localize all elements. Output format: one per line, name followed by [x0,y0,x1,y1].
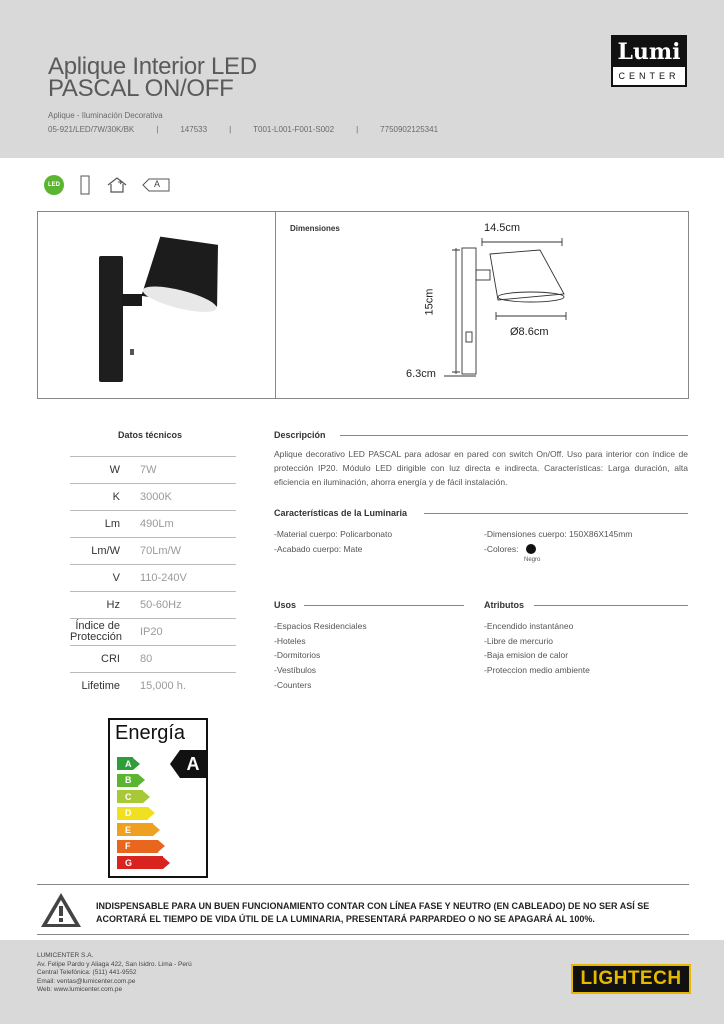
usos-list [274,619,367,693]
usos-title: Usos [274,600,297,610]
lightech-logo: LIGHTECH [571,964,691,994]
energy-rating-arrow [170,750,206,778]
characteristics-rule [424,513,688,514]
black-color-swatch [526,544,536,554]
energy-class-letter: D [117,807,148,820]
header-band [0,0,724,158]
tech-row [70,537,236,564]
tech-key: Lm/W [91,544,120,557]
list-item: -Proteccion medio ambiente [484,665,590,676]
usos-rule [304,605,464,606]
characteristics-title: Características de la Luminaria [274,508,408,518]
list-item: -Baja emision de calor [484,650,569,661]
energy-class-letter: F [117,840,158,853]
list-item: -Counters [274,679,312,690]
title-line-1: Aplique Interior LED [48,53,257,80]
tech-value: IP20 [140,626,163,638]
tech-key: Índice de Protección [70,620,122,643]
feature-icons [44,175,170,195]
company-address: Av. Felipe Pardo y Aliaga 422, San Isidro. Lima - Perú [37,960,192,968]
tech-key: Lifetime [81,679,120,692]
characteristics-left [274,527,392,556]
reference-code: T001-L001-F001-S002 [253,125,335,134]
warning-triangle-icon [38,890,84,930]
logo-bottom-text: CENTER [618,71,680,81]
list-item: -Material cuerpo: Policarbonato [274,529,393,539]
description-rule [340,435,688,436]
tech-value: 15,000 h. [140,680,186,692]
energy-class-bar [117,774,145,787]
tech-value: 70Lm/W [140,545,181,557]
width-dimension: 14.5cm [484,222,521,234]
lumicenter-logo [611,35,687,87]
energy-class-bar [117,840,165,853]
sku-code: 147533 [180,125,208,134]
product-photo [38,212,274,398]
footer-band [0,940,724,1024]
product-image-box [37,211,689,399]
tech-key: W [109,463,120,476]
energy-class-letter: B [117,774,138,787]
warning-rule-bottom [37,934,689,935]
energy-class-bar [117,823,160,836]
list-item: -Espacios Residenciales [274,621,367,631]
tech-value: 50-60Hz [140,599,182,611]
tech-row [70,645,236,672]
energy-class-letter: E [117,823,153,836]
warning-rule-top [37,884,689,885]
energy-class-letter: C [117,790,143,803]
energy-rating-letter: A [180,750,206,778]
description-title: Descripción [274,430,326,440]
list-item: -Dimensiones cuerpo: 150X86X145mm [484,529,633,539]
list-item: -Colores: [484,543,519,554]
energy-class-bar [117,807,155,820]
company-phone: Central Telefónica: (511) 441-9552 [37,969,137,976]
tech-key: V [112,571,120,584]
tech-key: K [112,490,120,503]
title-line-2: PASCAL ON/OFF [48,75,234,102]
energy-class-letter: A [117,757,133,770]
energy-class-bar [117,856,170,869]
tech-value: 80 [140,653,153,665]
tech-row [70,591,236,618]
list-item: -Vestíbulos [274,665,317,676]
led-icon: LED [44,175,64,195]
dimensions-label: Dimensiones [290,224,340,233]
energy-class-bar [117,757,140,770]
tech-row [70,483,236,510]
tech-value: 3000K [140,491,172,503]
characteristics-right [484,527,632,556]
atributos-rule [534,605,688,606]
tech-row [70,510,236,537]
wall-mount-icon [80,175,92,195]
product-codes [48,125,460,134]
separator: | [229,125,232,134]
tech-value: 110-240V [140,572,187,584]
company-web: Web: www.lumicenter.com.pe [37,986,123,993]
separator: | [156,125,159,134]
tech-value: 490Lm [140,518,174,530]
separator: | [356,125,359,134]
list-item: -Acabado cuerpo: Mate [274,543,363,554]
description-text: Aplique decorativo LED PASCAL para adosar en pared con switch On/Off. Uso para interior con índice de protección IP20. Módulo LED dirigible con luz directa e indirecta. Características: Larga duración, alta eficiencia en iluminación, ahorra energía y de fácil instalación. [274,449,688,487]
company-email: Email: ventas@lumicenter.com.pe [37,977,136,985]
logo-top-text: Lumi [613,37,685,67]
tech-row [70,618,236,645]
company-info [37,952,192,995]
indoor-house-icon [106,176,128,194]
diameter-dimension: Ø8.6cm [510,326,549,338]
barcode-number: 7750902125341 [380,125,439,134]
tech-data-title: Datos técnicos [118,430,183,440]
tech-key: CRI [101,652,120,665]
color-name: Negro [524,557,541,563]
height-dimension: 15cm [423,288,436,316]
tech-data-table [70,456,236,699]
list-item: -Hoteles [274,635,306,646]
tech-key: Lm [104,517,120,530]
company-name: LUMICENTER S.A. [37,952,94,959]
list-item: -Encendido instantáneo [484,621,574,631]
tech-value: 7W [140,464,157,476]
energy-class-letter: A [154,179,161,189]
energy-class-icon [142,178,170,192]
tech-key: Hz [106,598,120,611]
warning-text: INDISPENSABLE PARA UN BUEN FUNCIONAMIENTO CONTAR CON LÍNEA FASE Y NEUTRO (EN CABLEADO) DE NO SER ASÍ SE ACORTARÁ EL TIEMPO DE VIDA ÚTIL DE LA LUMINARIA, PRESENTARÁ PARPARDEO O NO SE APAGARÁ AL 100%. [96,901,650,924]
energy-class-letter: G [117,856,163,869]
tech-row [70,672,236,699]
atributos-title: Atributos [484,600,524,610]
product-subtitle: Aplique - Iluminación Decorativa [48,111,163,120]
colors-row [484,542,632,557]
dimension-drawing [276,212,690,398]
energy-label [108,718,208,878]
model-code: 05-921/LED/7W/30K/BK [48,125,135,134]
tech-row [70,564,236,591]
list-item: -Libre de mercurio [484,635,553,646]
product-title [48,53,257,102]
energy-title: Energía [115,722,186,744]
depth-dimension: 6.3cm [406,368,436,380]
energy-class-bar [117,790,150,803]
list-item: -Dormitorios [274,650,321,661]
atributos-list [484,619,590,678]
tech-row [70,456,236,483]
